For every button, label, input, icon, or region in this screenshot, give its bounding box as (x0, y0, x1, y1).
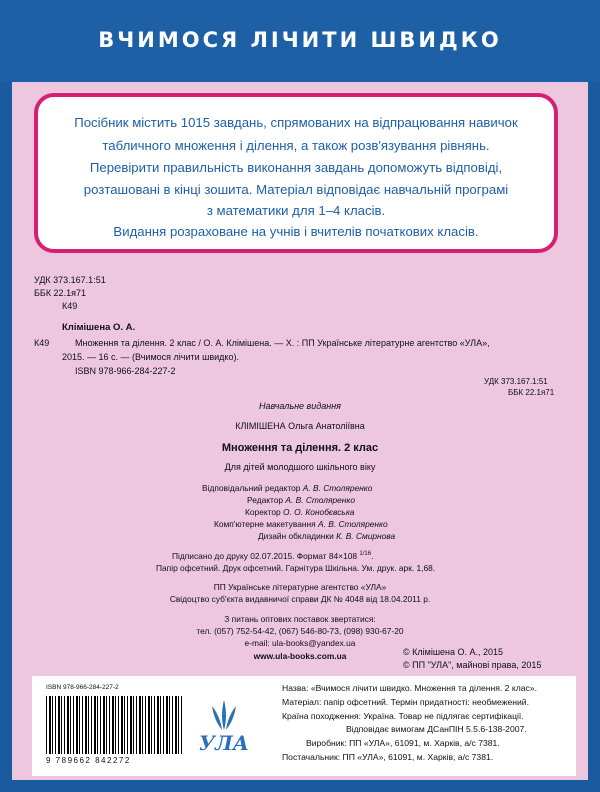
website-link[interactable]: www.ula-books.com.ua (253, 651, 347, 661)
imprint-line: Постачальник: ПП «УЛА», 61091, м. Харків, а/с 7381. (282, 751, 494, 762)
contacts-heading: З питань оптових поставок звертатися: (224, 614, 376, 624)
info-line: Посібник містить 1015 завдань, спрямованих на відпрацювання навичок (74, 115, 518, 130)
contacts-email: e-mail: ula-books@yandex.ua (244, 638, 356, 648)
bbk-right: ББК 22.1я71 (508, 388, 555, 397)
barcode-bars (46, 696, 182, 754)
credit-line: Відповідальний редактор А. В. Столяренко (202, 483, 373, 493)
catalog-author: Клімішена О. А. (62, 322, 136, 333)
info-line: табличного множення і ділення, а також розв'язування рівнянь. (102, 138, 490, 153)
publisher-name: ПП Українське літературне агентство «УЛА» (213, 582, 387, 592)
catalog-line-1: Множення та ділення. 2 клас / О. А. Клімішена. — Х. : ПП Українське літературне агентство «УЛА», (75, 338, 490, 348)
series-title: ВЧИМОСЯ ЛІЧИТИ ШВИДКО (98, 28, 502, 52)
imprint-text (282, 682, 537, 765)
info-line: з математики для 1–4 класів. (206, 203, 386, 218)
catalog-isbn: ISBN 978-966-284-227-2 (75, 366, 176, 376)
imprint-line: Виробник: ПП «УЛА», 61091, м. Харків, а/с 7381. (306, 738, 500, 749)
ula-logo (190, 696, 258, 756)
info-line: Видання розраховане на учнів і вчителів початкових класів. (113, 224, 479, 239)
logo-text: УЛА (198, 731, 250, 755)
imprint-line: Назва: «Вчимося лічити швидко. Множення та ділення. 2 клас». (282, 683, 537, 693)
copyright-publisher: © ПП "УЛА", майнові права, 2015 (403, 660, 542, 670)
barcode-number: 9 789662 842272 (46, 756, 131, 765)
barcode-isbn: ISBN 978-966-284-227-2 (46, 684, 119, 691)
k49-code: К49 (62, 301, 78, 311)
imprint-band (32, 676, 576, 776)
contacts-phones: тел. (057) 752-54-42, (067) 546-80-73, (098) 930-67-20 (196, 626, 404, 636)
info-box (34, 93, 558, 253)
credit-line: Редактор А. В. Столяренко (247, 495, 356, 505)
credit-line: Дизайн обкладинки К. В. Смирнова (258, 531, 396, 541)
imprint-line: Відповідає вимогам ДСанПІН 5.5.6-138-2007. (346, 724, 527, 735)
copyright-author: © Клімішена О. А., 2015 (403, 647, 504, 657)
udk-left: УДК 373.167.1:51 (34, 275, 106, 285)
author-full: КЛІМІШЕНА Ольга Анатоліївна (235, 421, 365, 431)
header-band (0, 0, 600, 82)
publisher-license: Свідоцтво суб'єкта видавничої справи ДК № 4048 від 18.04.2011 р. (169, 594, 431, 604)
barcode (38, 682, 186, 770)
print-line-2: Папір офсетний. Друк офсетний. Гарнітура Шкільна. Ум. друк. арк. 1,68. (156, 563, 436, 573)
catalog-line-2: 2015. — 16 с. — (Вчимося лічити швидко). (62, 352, 239, 362)
ula-logo-icon (190, 696, 258, 756)
imprint-line: Країна походження: Україна. Товар не підлягає сертифікації. (282, 710, 524, 721)
edition-type: Навчальне видання (259, 401, 341, 411)
bbk-left: ББК 22.1я71 (34, 288, 86, 298)
udk-right: УДК 373.167.1:51 (484, 377, 548, 386)
credit-line: Коректор О. О. Конобєвська (245, 507, 355, 517)
catalog-code: К49 (34, 338, 50, 348)
audience: Для дітей молодшого шкільного віку (224, 462, 376, 472)
credit-line: Комп'ютерне макетування А. В. Столяренко (214, 519, 388, 529)
info-line: Перевірити правильність виконання завдань допоможуть відповіді, (89, 160, 503, 175)
info-line: розташовані в кінці зошита. Матеріал відповідає навчальній програмі (83, 182, 509, 197)
book-title: Множення та ділення. 2 клас (221, 442, 379, 454)
print-line-1: Підписано до друку 02.07.2015. Формат 84×108 $^{1/16}$. (172, 551, 374, 561)
imprint-line: Матеріал: папір офсетний. Термін придатності: необмежений. (282, 696, 529, 707)
